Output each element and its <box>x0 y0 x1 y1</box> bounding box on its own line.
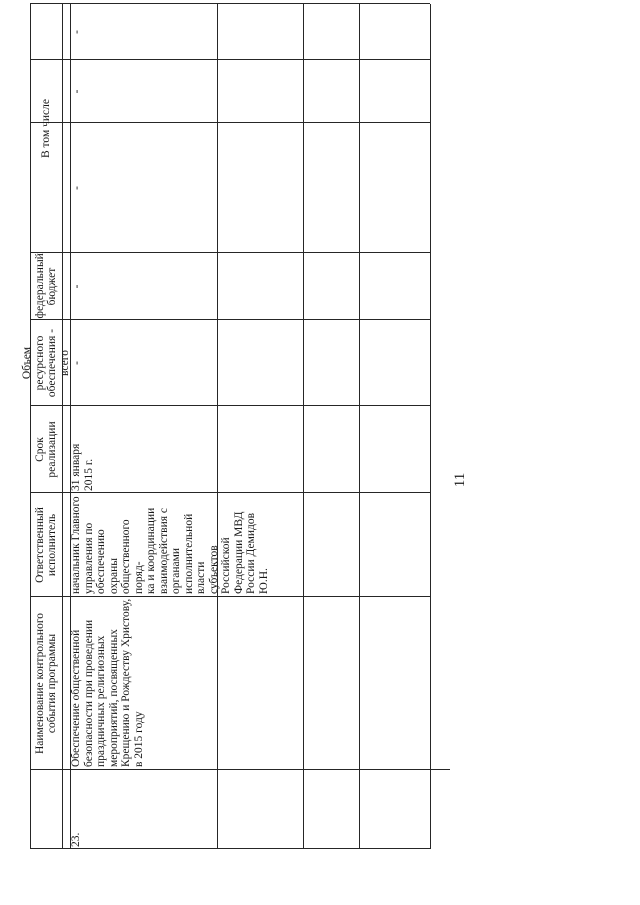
header-including: В том числе <box>39 99 52 158</box>
header-num <box>30 770 62 849</box>
row-23-volume: - <box>69 361 83 365</box>
row-23-offbudget: - <box>69 89 83 94</box>
header-event: Наименование контрольного события программы <box>33 613 58 755</box>
header-deadline: Срок реализации <box>33 421 58 478</box>
page-number: 11 <box>452 472 468 488</box>
row-23-legal: - <box>69 30 83 34</box>
header-volume: Объем ресурсного обеспечения - всего <box>21 328 71 398</box>
row-23-event: Обеспечение общественной безопасности при проведении праздничных религиозных мероприятий, посвященных Крещению и Рождеству Христову, в 2015 году <box>70 598 145 767</box>
program-events-table <box>21 4 450 849</box>
header-executor: Ответственный исполнитель <box>33 507 58 583</box>
header-federal: федеральный бюджет <box>33 253 58 319</box>
row-23-deadline: 31 января 2015 г. <box>70 443 95 491</box>
row-23-federal: - <box>69 284 83 289</box>
row-23-regional: - <box>69 186 83 190</box>
row-23-num: 23. <box>70 832 82 847</box>
row-23-executor: начальник Главного управления по обеспечению охраны общественного поряд- ка и координации взаимодействия с органами исполнительной власти субъектов Российской Федерации МВД России Демидов Ю.Н. <box>70 496 270 594</box>
